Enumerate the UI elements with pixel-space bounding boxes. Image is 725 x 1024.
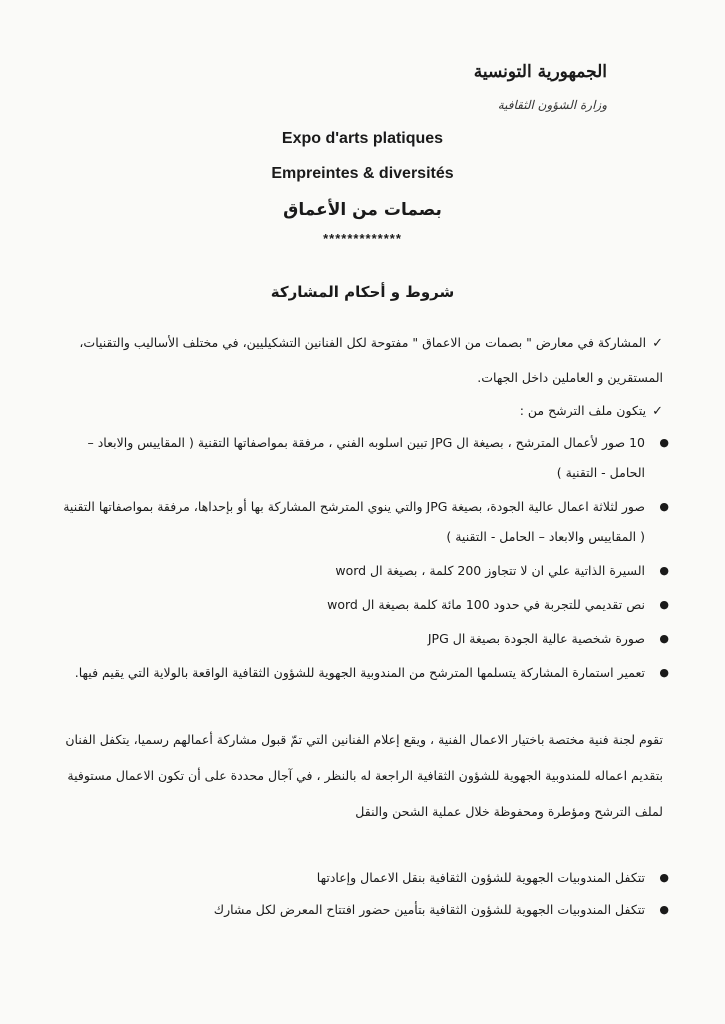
checkmark-icon: ✓ (652, 404, 663, 419)
application-file-paragraph (63, 394, 663, 429)
bullet-icon: ● (659, 564, 669, 577)
ministry-header: وزارة الشؤون الثقافية (497, 98, 607, 112)
application-requirements-list (63, 428, 669, 692)
regional-responsibilities-list (63, 862, 669, 926)
application-file-text: يتكون ملف الترشح من : (519, 403, 647, 418)
list-item: ● تتكفل المندوبيات الجهوية للشؤون الثقافية بنقل الاعمال وإعادتها (63, 862, 663, 894)
list-item: ● نص تقديمي للتجربة في حدود 100 مائة كلمة بصيغة ال word (63, 590, 663, 620)
bullet-icon: ● (659, 500, 669, 513)
bullet-icon: ● (659, 598, 669, 611)
bullet-icon: ● (659, 632, 669, 645)
title-french-line2: Empreintes & diversités (271, 165, 454, 182)
checkmark-icon: ✓ (652, 336, 663, 351)
stars-divider: ************* (323, 231, 402, 246)
title-french-line1: Expo d'arts platiques (281, 130, 444, 147)
participation-text: المشاركة في معارض " بصمات من الاعماق " مفتوحة لكل الفنانين التشكيليين، في مختلف الأساليب والتقنيات، المستقرين و العاملين داخل الجهات. (79, 335, 663, 385)
republic-header: الجمهورية التونسية (473, 62, 607, 82)
list-item: ● 10 صور لأعمال المترشح ، بصيغة ال JPG تبين اسلوبه الفني ، مرفقة بمواصفاتها التقنية ( المقاييس والابعاد – الحامل - التقنية ) (63, 428, 663, 488)
bullet-icon: ● (659, 666, 669, 679)
bullet-icon: ● (659, 871, 669, 884)
participation-paragraph (63, 326, 663, 395)
list-item: ● السيرة الذاتية علي ان لا تتجاوز 200 كلمة ، بصيغة ال word (63, 556, 663, 586)
bullet-icon: ● (659, 436, 669, 449)
list-item: ● تعمير استمارة المشاركة يتسلمها المترشح من المندوبية الجهوية للشؤون الثقافية الواقعة بالولاية التي يقيم فيها. (63, 658, 663, 688)
selection-paragraph: تقوم لجنة فنية مختصة باختيار الاعمال الفنية ، ويقع إعلام الفنانين التي تمّ قبول مشاركة أعمالهم رسميا، يتكفل الفنان بتقديم اعماله للمندوبية الجهوية للشؤون الثقافية الراجعة له بالنظر ، في آجال محددة على أن تكون الاعمال مستوفية لملف الترشح ومؤطرة ومحفوظة خلال عملية الشحن والنقل (65, 732, 663, 819)
title-arabic: بصمات من الأعماق (283, 200, 442, 220)
bullet-icon: ● (659, 903, 669, 916)
list-item: ● صورة شخصية عالية الجودة بصيغة ال JPG (63, 624, 663, 654)
list-item: ● صور لثلاثة اعمال عالية الجودة، بصيغة JPG والتي ينوي المترشح المشاركة بها أو بإحداها، مرفقة بمواصفاتها التقنية ( المقاييس والابعاد – الحامل - التقنية ) (63, 492, 663, 552)
list-item: ● تتكفل المندوبيات الجهوية للشؤون الثقافية بتأمين حضور افتتاح المعرض لكل مشارك (63, 894, 663, 926)
terms-heading: شروط و أحكام المشاركة (270, 283, 455, 301)
